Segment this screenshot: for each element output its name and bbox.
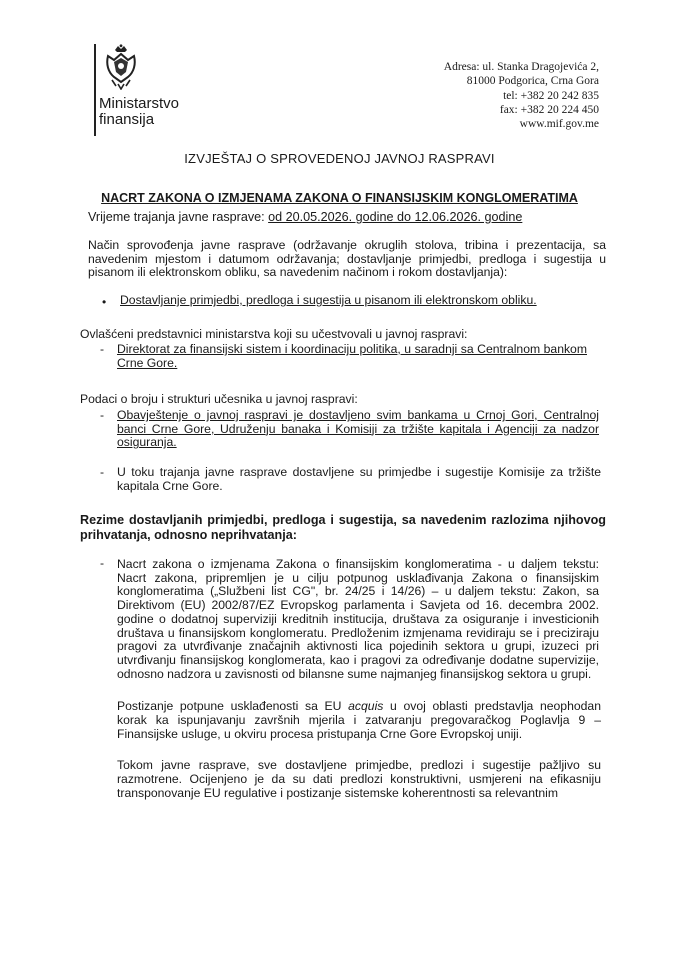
body-dash: - xyxy=(100,556,105,570)
method-text: Način sprovođenja javne rasprave (održavanje okruglih stolova, tribina i prezentacija, sa navedenim mjestom i datumom održavanja; dostavljanje primjedbi, predloga i sugestija u pisanom ili elektronskom obliku, sa navedenim načinom i rokom dostavljanja): xyxy=(88,238,606,280)
duration-label: Vrijeme trajanja javne rasprave: xyxy=(88,210,269,224)
address-city: 81000 Podgorica, Crna Gora xyxy=(466,75,599,88)
report-subtitle: NACRT ZAKONA O IZMJENAMA ZAKONA O FINANSIJSKIM KONGLOMERATIMA xyxy=(101,191,578,205)
duration-line xyxy=(88,211,608,225)
participants-text: Podaci o broju i strukturi učesnika u javnoj raspravi: xyxy=(80,392,358,406)
report-title: IZVJEŠTAJ O SPROVEDENOJ JAVNOJ RASPRAVI xyxy=(184,151,495,166)
address-website: www.mif.gov.me xyxy=(519,118,599,131)
ministry-name-line2: finansija xyxy=(99,111,155,128)
ministry-name xyxy=(99,96,179,128)
address-block xyxy=(444,60,599,131)
body-paragraph-2-end: u ovoj oblasti predstavlja neophodan korak ka ispunjavanju završnih mjerila i zatvaranju pregovaračkog Poglavlja 9 – Finansijske usluge, u okviru procesa pristupanja Crne Gore Evropskoj uniji. xyxy=(117,699,601,742)
header-divider xyxy=(94,44,96,136)
address-street: Adresa: ul. Stanka Dragojevića 2, xyxy=(443,61,599,73)
participants-dash-2: - xyxy=(100,465,105,479)
participants-item-2: U toku trajanja javne rasprave dostavljene su primjedbe i sugestije Komisije za tržište kapitala Crne Gore. xyxy=(117,465,601,493)
representatives-dash: - xyxy=(100,342,105,356)
summary-heading: Rezime dostavljanih primjedbi, predloga i sugestija, sa navedenim razlozima njihovog prihvatanja, odnosno neprihvatanja: xyxy=(80,513,606,542)
body-paragraph-3: Tokom javne rasprave, sve dostavljene primjedbe, predlozi i sugestije pažljivo su razmotrene. Ocijenjeno je da su dati predlozi konstruktivni, usmjereni na efikasniju transponovanje EU regulative i postizanje sistemske koherentnosti sa relevantnim xyxy=(117,758,601,801)
address-fax: fax: +382 20 224 450 xyxy=(499,103,599,116)
body-paragraph-2-start: Postizanje potpune usklađenosti sa EU xyxy=(117,699,349,713)
representatives-text: Ovlašćeni predstavnici ministarstva koji su učestvovali u javnoj raspravi: xyxy=(80,327,468,341)
representatives-item: Direktorat za finansijski sistem i koordinaciju politika, u saradnji sa Centralnom bankom Crne Gore. xyxy=(117,342,587,370)
coat-of-arms-icon xyxy=(104,44,138,90)
bullet-icon: • xyxy=(102,295,107,309)
participants-dash-1: - xyxy=(100,408,105,422)
participants-item-1: Obavještenje o javnoj raspravi je dostavljeno svim bankama u Crnoj Gori, Centralnoj banci Crne Gore, Udruženju banaka i Komisiji za tržište kapitala i Agenciji za nadzor osiguranja. xyxy=(117,408,599,450)
address-phone: tel: +382 20 242 835 xyxy=(503,89,599,102)
ministry-name-line1: Ministarstvo xyxy=(99,95,180,112)
method-bullet-text: Dostavljanje primjedbi, predloga i sugestija u pisanom ili elektronskom obliku. xyxy=(120,293,537,307)
body-paragraph-2 xyxy=(117,699,601,742)
duration-value: od 20.05.2026. godine do 12.06.2026. godine xyxy=(268,210,523,224)
body-paragraph-2-acquis: acquis xyxy=(348,699,384,713)
body-paragraph-1: Nacrt zakona o izmjenama Zakona o finansijskim konglomeratima - u daljem tekstu: Nacrt zakona, pripremljen je u cilju potpunog usklađivanja Zakona o finansijskim konglomeratima („Službeni list CG", br. 24/25 i 14/26) – u daljem tekstu: Zakon, sa Direktivom (EU) 2002/87/EZ Evropskog parlamenta i Savjeta od 16. decembra 2002. godine o dodatnoj superviziji kreditnih institucija, društava za osiguranje i investicionih društava u finansijskom konglomeratu. Predloženim izmjenama revidiraju se i preciziraju pragovi za utvrđivanje značajnih aktivnosti lica pojedinih sektora u grupi, izuzeci pri utvrđivanju finansijskog konglomerata, kao i pragovi za određivanje dodatne supervizije, odnosno nadzora u zavisnosti od bilansne sume najmanjeg finansijskog sektora u grupi. xyxy=(117,557,599,681)
